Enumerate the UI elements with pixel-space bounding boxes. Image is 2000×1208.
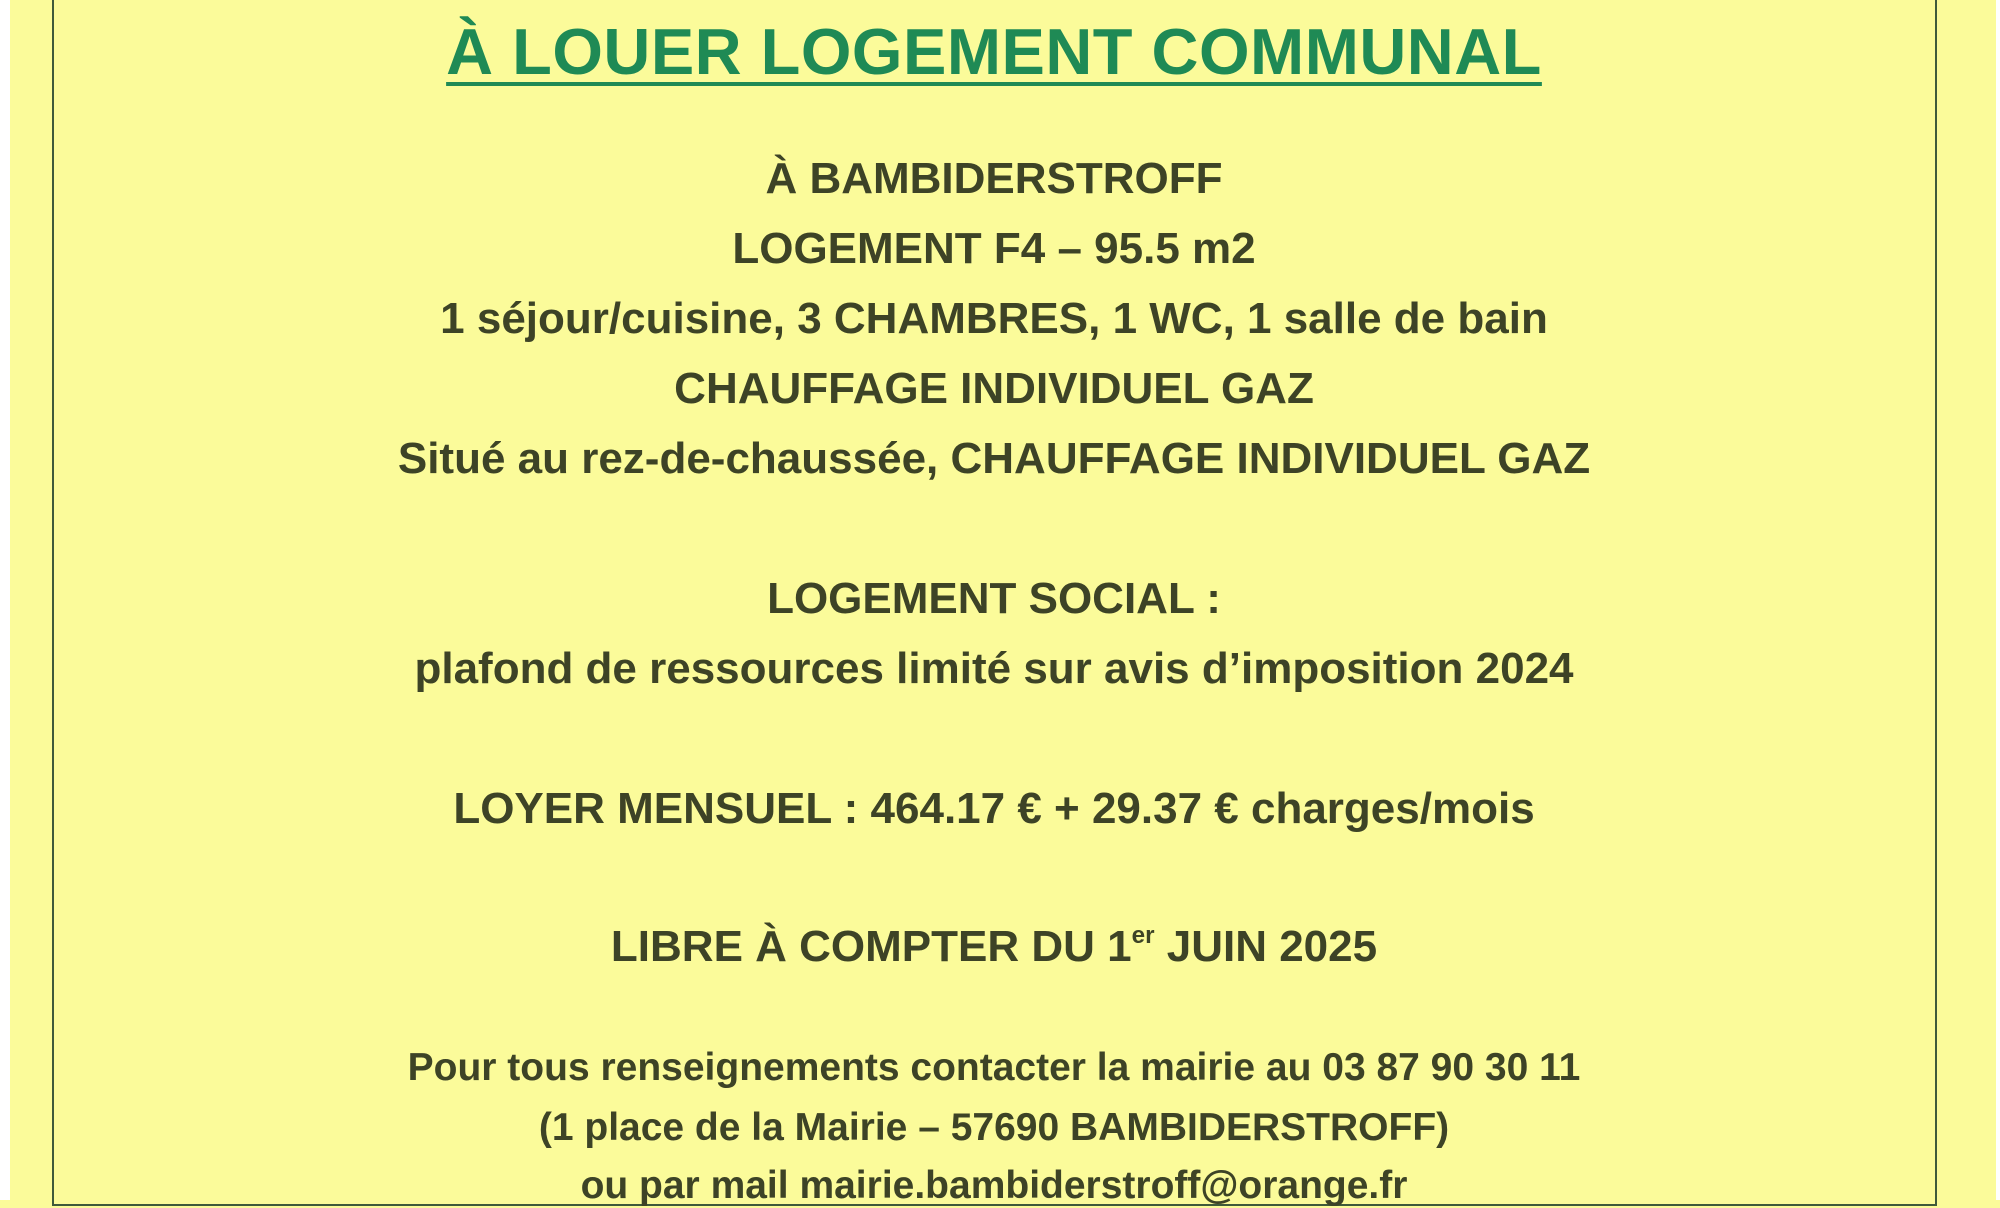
email-line: ou par mail mairie.bambiderstroff@orange.fr	[580, 1164, 1408, 1207]
scan-right-margin	[1996, 0, 2000, 1200]
social-housing-detail: plafond de ressources limité sur avis d’imposition 2024	[414, 644, 1574, 693]
availability-line	[54, 922, 1934, 972]
location-line: À BAMBIDERSTROFF	[765, 154, 1223, 203]
address-line: (1 place de la Mairie – 57690 BAMBIDERSTROFF)	[538, 1106, 1450, 1149]
social-housing-heading: LOGEMENT SOCIAL :	[767, 574, 1221, 623]
availability-ordinal: er	[1131, 921, 1155, 949]
scan-left-margin	[0, 0, 10, 1200]
rental-poster	[54, 0, 1934, 1207]
poster-title	[54, 14, 1934, 89]
rent-line: LOYER MENSUEL : 464.17 € + 29.37 € charges/mois	[453, 784, 1535, 833]
contact-line: Pour tous renseignements contacter la mairie au 03 87 90 30 11	[407, 1046, 1581, 1089]
heating-line: CHAUFFAGE INDIVIDUEL GAZ	[674, 364, 1314, 413]
poster-title-text: À LOUER LOGEMENT COMMUNAL	[446, 15, 1542, 88]
availability-suffix: JUIN 2025	[1154, 922, 1378, 971]
floor-line: Situé au rez-de-chaussée, CHAUFFAGE INDIVIDUEL GAZ	[397, 434, 1591, 483]
rooms-line: 1 séjour/cuisine, 3 CHAMBRES, 1 WC, 1 salle de bain	[440, 294, 1548, 343]
availability-prefix: LIBRE À COMPTER DU 1	[610, 922, 1132, 971]
housing-type-line: LOGEMENT F4 – 95.5 m2	[732, 224, 1256, 273]
